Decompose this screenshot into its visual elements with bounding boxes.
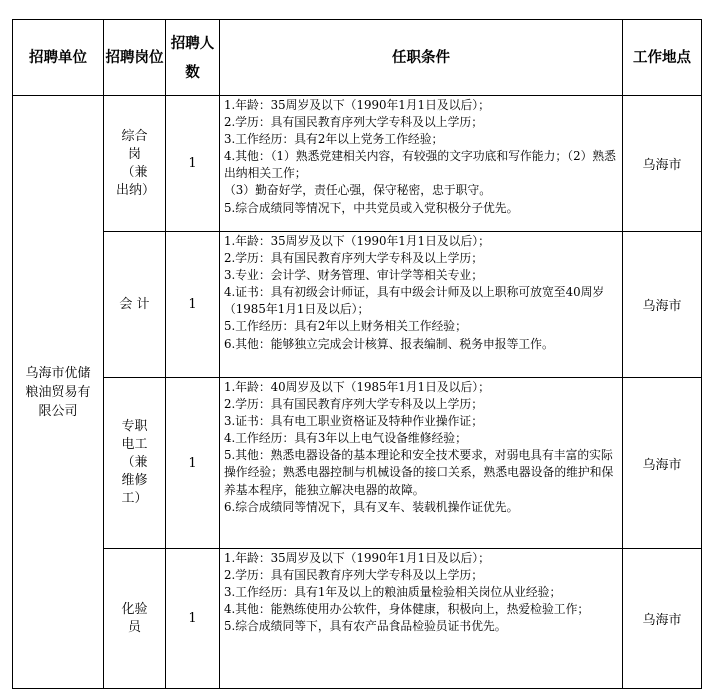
table-row bbox=[13, 96, 702, 232]
requirement-line: 5.其他：熟悉电器设备的基本理论和安全技术要求，对弱电具有丰富的实际操作经验；熟悉电器控制与机械设备的接口关系，熟悉电器设备的维护和保养基本程序，能独立解决电器的故障。 bbox=[224, 448, 614, 497]
requirement-line: 6.其他：能够独立完成会计核算、报表编制、税务申报等工作。 bbox=[224, 336, 554, 351]
requirement-line: 4.工作经历：具有3年以上电气设备维修经验； bbox=[224, 431, 467, 446]
location-cell: 乌海市 bbox=[623, 378, 702, 549]
header-unit: 招聘单位 bbox=[13, 20, 104, 96]
requirement-line: 3.工作经历：具有2年以上党务工作经验； bbox=[224, 132, 444, 147]
table-row bbox=[13, 232, 702, 378]
requirements-cell bbox=[220, 378, 623, 549]
count-cell: 1 bbox=[166, 378, 220, 549]
requirements-cell bbox=[220, 96, 623, 232]
count-cell: 1 bbox=[166, 549, 220, 689]
requirements-cell bbox=[220, 232, 623, 378]
table-row bbox=[13, 378, 702, 549]
location-cell: 乌海市 bbox=[623, 96, 702, 232]
position-cell: 会 计 bbox=[104, 232, 166, 378]
requirement-line: 5.工作经历：具有2年以上财务相关工作经验； bbox=[224, 319, 467, 334]
requirement-line: 3.证书：具有电工职业资格证及特种作业操作证； bbox=[224, 414, 483, 429]
requirement-line: 6.综合成绩同等情况下，具有叉车、装载机操作证优先。 bbox=[224, 499, 519, 514]
header-position: 招聘岗位 bbox=[104, 20, 166, 96]
requirement-line: 4.证书：具有初级会计师证，具有中级会计师及以上职称可放宽至40周岁（1985年1月1日及以后）； bbox=[224, 285, 605, 317]
location-cell: 乌海市 bbox=[623, 549, 702, 689]
requirement-line: 3.工作经历：具有1年及以上的粮油质量检验相关岗位从业经验； bbox=[224, 585, 562, 600]
requirement-line: 1.年龄：40周岁及以下（1985年1月1日及以后）； bbox=[224, 380, 490, 394]
table-row bbox=[13, 549, 702, 689]
requirements-cell bbox=[220, 549, 623, 689]
requirement-line: 1.年龄：35周岁及以下（1990年1月1日及以后）； bbox=[224, 98, 490, 112]
requirement-line: 1.年龄：35周岁及以下（1990年1月1日及以后）； bbox=[224, 551, 490, 565]
count-cell: 1 bbox=[166, 96, 220, 232]
requirement-line: 5.综合成绩同等下，具有农产品食品检验员证书优先。 bbox=[224, 619, 507, 634]
position-cell: 综合岗（兼出纳） bbox=[104, 96, 166, 232]
requirement-line: 4.其他：（1）熟悉党建相关内容，有较强的文字功底和写作能力；（2）熟悉出纳相关工作； bbox=[224, 149, 616, 181]
header-location: 工作地点 bbox=[623, 20, 702, 96]
requirement-line: （3）勤奋好学，责任心强，保守秘密，忠于职守。 bbox=[224, 183, 492, 198]
requirement-line: 5.综合成绩同等情况下，中共党员或入党积极分子优先。 bbox=[224, 200, 519, 215]
requirement-line: 1.年龄：35周岁及以下（1990年1月1日及以后）； bbox=[224, 234, 490, 248]
requirement-line: 2.学历：具有国民教育序列大学专科及以上学历； bbox=[224, 568, 483, 583]
company-name: 乌海市优储粮油贸易有限公司 bbox=[13, 96, 104, 689]
header-requirements: 任职条件 bbox=[220, 20, 623, 96]
count-cell: 1 bbox=[166, 232, 220, 378]
position-cell: 专职电工（兼维修工） bbox=[104, 378, 166, 549]
requirement-line: 2.学历：具有国民教育序列大学专科及以上学历； bbox=[224, 115, 483, 130]
header-row bbox=[13, 20, 702, 96]
requirement-line: 2.学历：具有国民教育序列大学专科及以上学历； bbox=[224, 251, 483, 266]
requirement-line: 3.专业：会计学、财务管理、审计学等相关专业； bbox=[224, 268, 483, 283]
location-cell: 乌海市 bbox=[623, 232, 702, 378]
requirement-line: 4.其他：能熟练使用办公软件，身体健康，积极向上，热爱检验工作； bbox=[224, 602, 590, 617]
header-count: 招聘人数 bbox=[166, 20, 220, 96]
requirement-line: 2.学历：具有国民教育序列大学专科及以上学历； bbox=[224, 397, 483, 412]
recruitment-table bbox=[12, 19, 702, 689]
position-cell: 化验员 bbox=[104, 549, 166, 689]
